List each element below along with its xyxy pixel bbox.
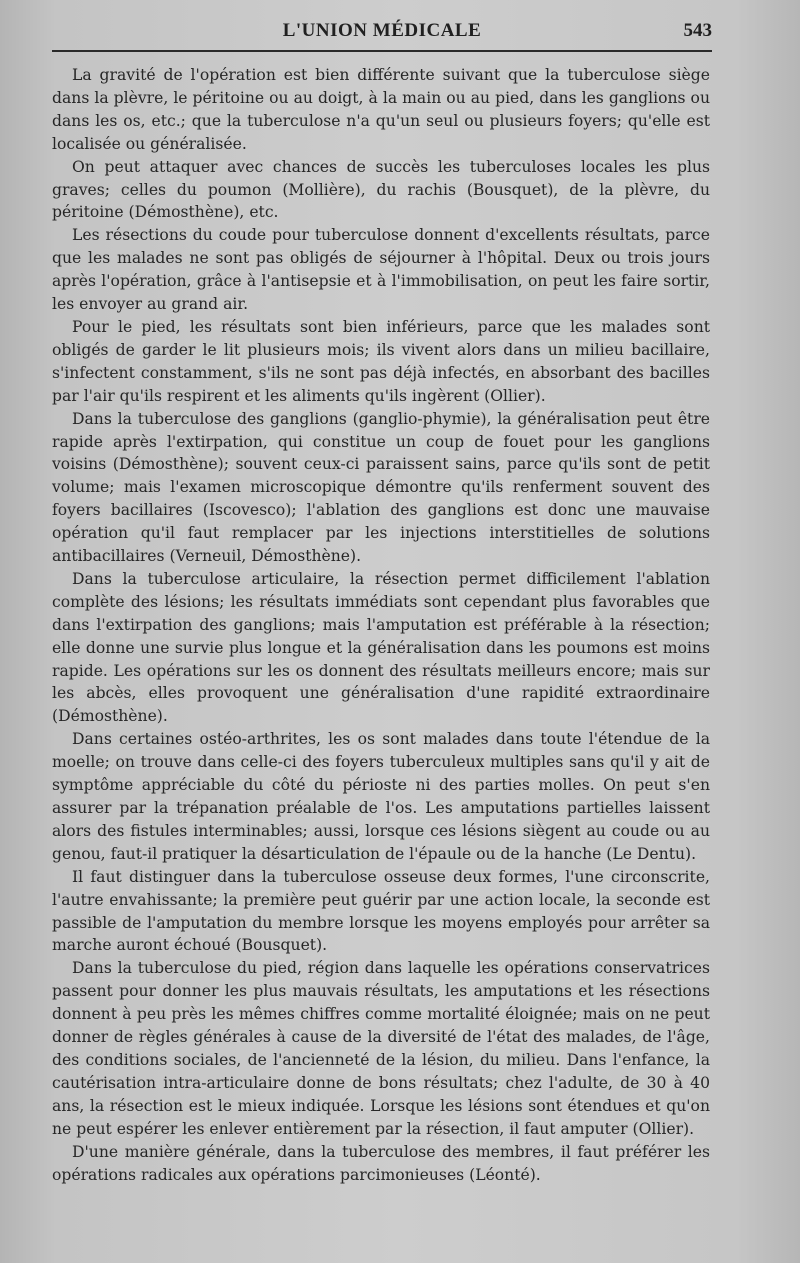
article-body [52, 64, 710, 1186]
paragraph: Dans la tuberculose des ganglions (ganglio-phymie), la généralisation peut être rapide après l'extirpation, qui constitue un coup de fouet pour les ganglions voisins (Démosthène); souvent ceux-ci paraissent sains, parce qu'ils sont de petit volume; mais l'examen microscopique démontre qu'ils renferment souvent des foyers bacillaires (Iscovesco); l'ablation des ganglions est donc une mauvaise opération qu'il faut remplacer par les injections interstitielles de solutions antibacillaires (Verneuil, Démosthène). [52, 409, 710, 566]
journal-title: L'UNION MÉDICALE [282, 20, 482, 41]
paragraph: Dans la tuberculose du pied, région dans laquelle les opérations conservatrices passent pour donner les plus mauvais résultats, les amputations et les résections donnent à peu près les mêmes chiffres comme mortalité éloignée; mais on ne peut donner de règles générales à cause de la diversité de l'état des malades, de l'âge, des conditions sociales, de l'ancienneté de la lésion, du milieu. Dans l'enfance, la cautérisation intra-articulaire donne de bons résultats; chez l'adulte, de 30 à 40 ans, la résection est le mieux indiquée. Lorsque les lésions sont étendues et qu'on ne peut espérer les enlever entièrement par la résection, il faut amputer (Ollier). [52, 959, 710, 1138]
paragraph: Pour le pied, les résultats sont bien inférieurs, parce que les malades sont obligés de garder le lit plusieurs mois; ils vivent alors dans un milieu bacillaire, s'infectent constamment, s'ils ne sont pas déjà infectés, en absorbant des bacilles par l'air qu'ils respirent et les aliments qu'ils ingèrent (Ollier). [52, 317, 710, 405]
running-header [52, 20, 712, 48]
page-number: 543 [683, 20, 712, 41]
paragraph: D'une manière générale, dans la tuberculose des membres, il faut préférer les opérations radicales aux opérations parcimonieuses (Léonté). [52, 1142, 710, 1184]
header-rule [52, 50, 712, 52]
paragraph: Il faut distinguer dans la tuberculose osseuse deux formes, l'une circonscrite, l'autre envahissante; la première peut guérir par une action locale, la seconde est passible de l'amputation du membre lorsque les moyens employés pour arrêter sa marche auront échoué (Bousquet). [52, 867, 710, 955]
paragraph: Dans la tuberculose articulaire, la résection permet difficilement l'ablation complète des lésions; les résultats immédiats sont cependant plus favorables que dans l'extirpation des ganglions; mais l'amputation est préférable à la résection; elle donne une survie plus longue et la généralisation dans les poumons est moins rapide. Les opérations sur les os donnent des résultats meilleurs encore; mais sur les abcès, elles provoquent une généralisation d'une rapidité extraordinaire (Démosthène). [52, 569, 710, 726]
paragraph: On peut attaquer avec chances de succès les tuberculoses locales les plus graves; celles du poumon (Mollière), du rachis (Bousquet), de la plèvre, du péritoine (Démosthène), etc. [52, 157, 710, 222]
paragraph: Dans certaines ostéo-arthrites, les os sont malades dans toute l'étendue de la moelle; on trouve dans celle-ci des foyers tuberculeux multiples sans qu'il y ait de symptôme appréciable du côté du périoste ni des parties molles. On peut s'en assurer par la trépanation préalable de l'os. Les amputations partielles laissent alors des fistules interminables; aussi, lorsque ces lésions siègent au coude ou au genou, faut-il pratiquer la désarticulation de l'épaule ou de la hanche (Le Dentu). [52, 730, 710, 863]
paragraph: Les résections du coude pour tuberculose donnent d'excellents résultats, parce que les malades ne sont pas obligés de séjourner à l'hôpital. Deux ou trois jours après l'opération, grâce à l'antisepsie et à l'immobilisation, on peut les faire sortir, les envoyer au grand air. [52, 226, 710, 314]
paragraph: La gravité de l'opération est bien différente suivant que la tuberculose siège dans la plèvre, le péritoine ou au doigt, à la main ou au pied, dans les ganglions ou dans les os, etc.; que la tuberculose n'a qu'un seul ou plusieurs foyers; qu'elle est localisée ou généralisée. [52, 66, 710, 153]
